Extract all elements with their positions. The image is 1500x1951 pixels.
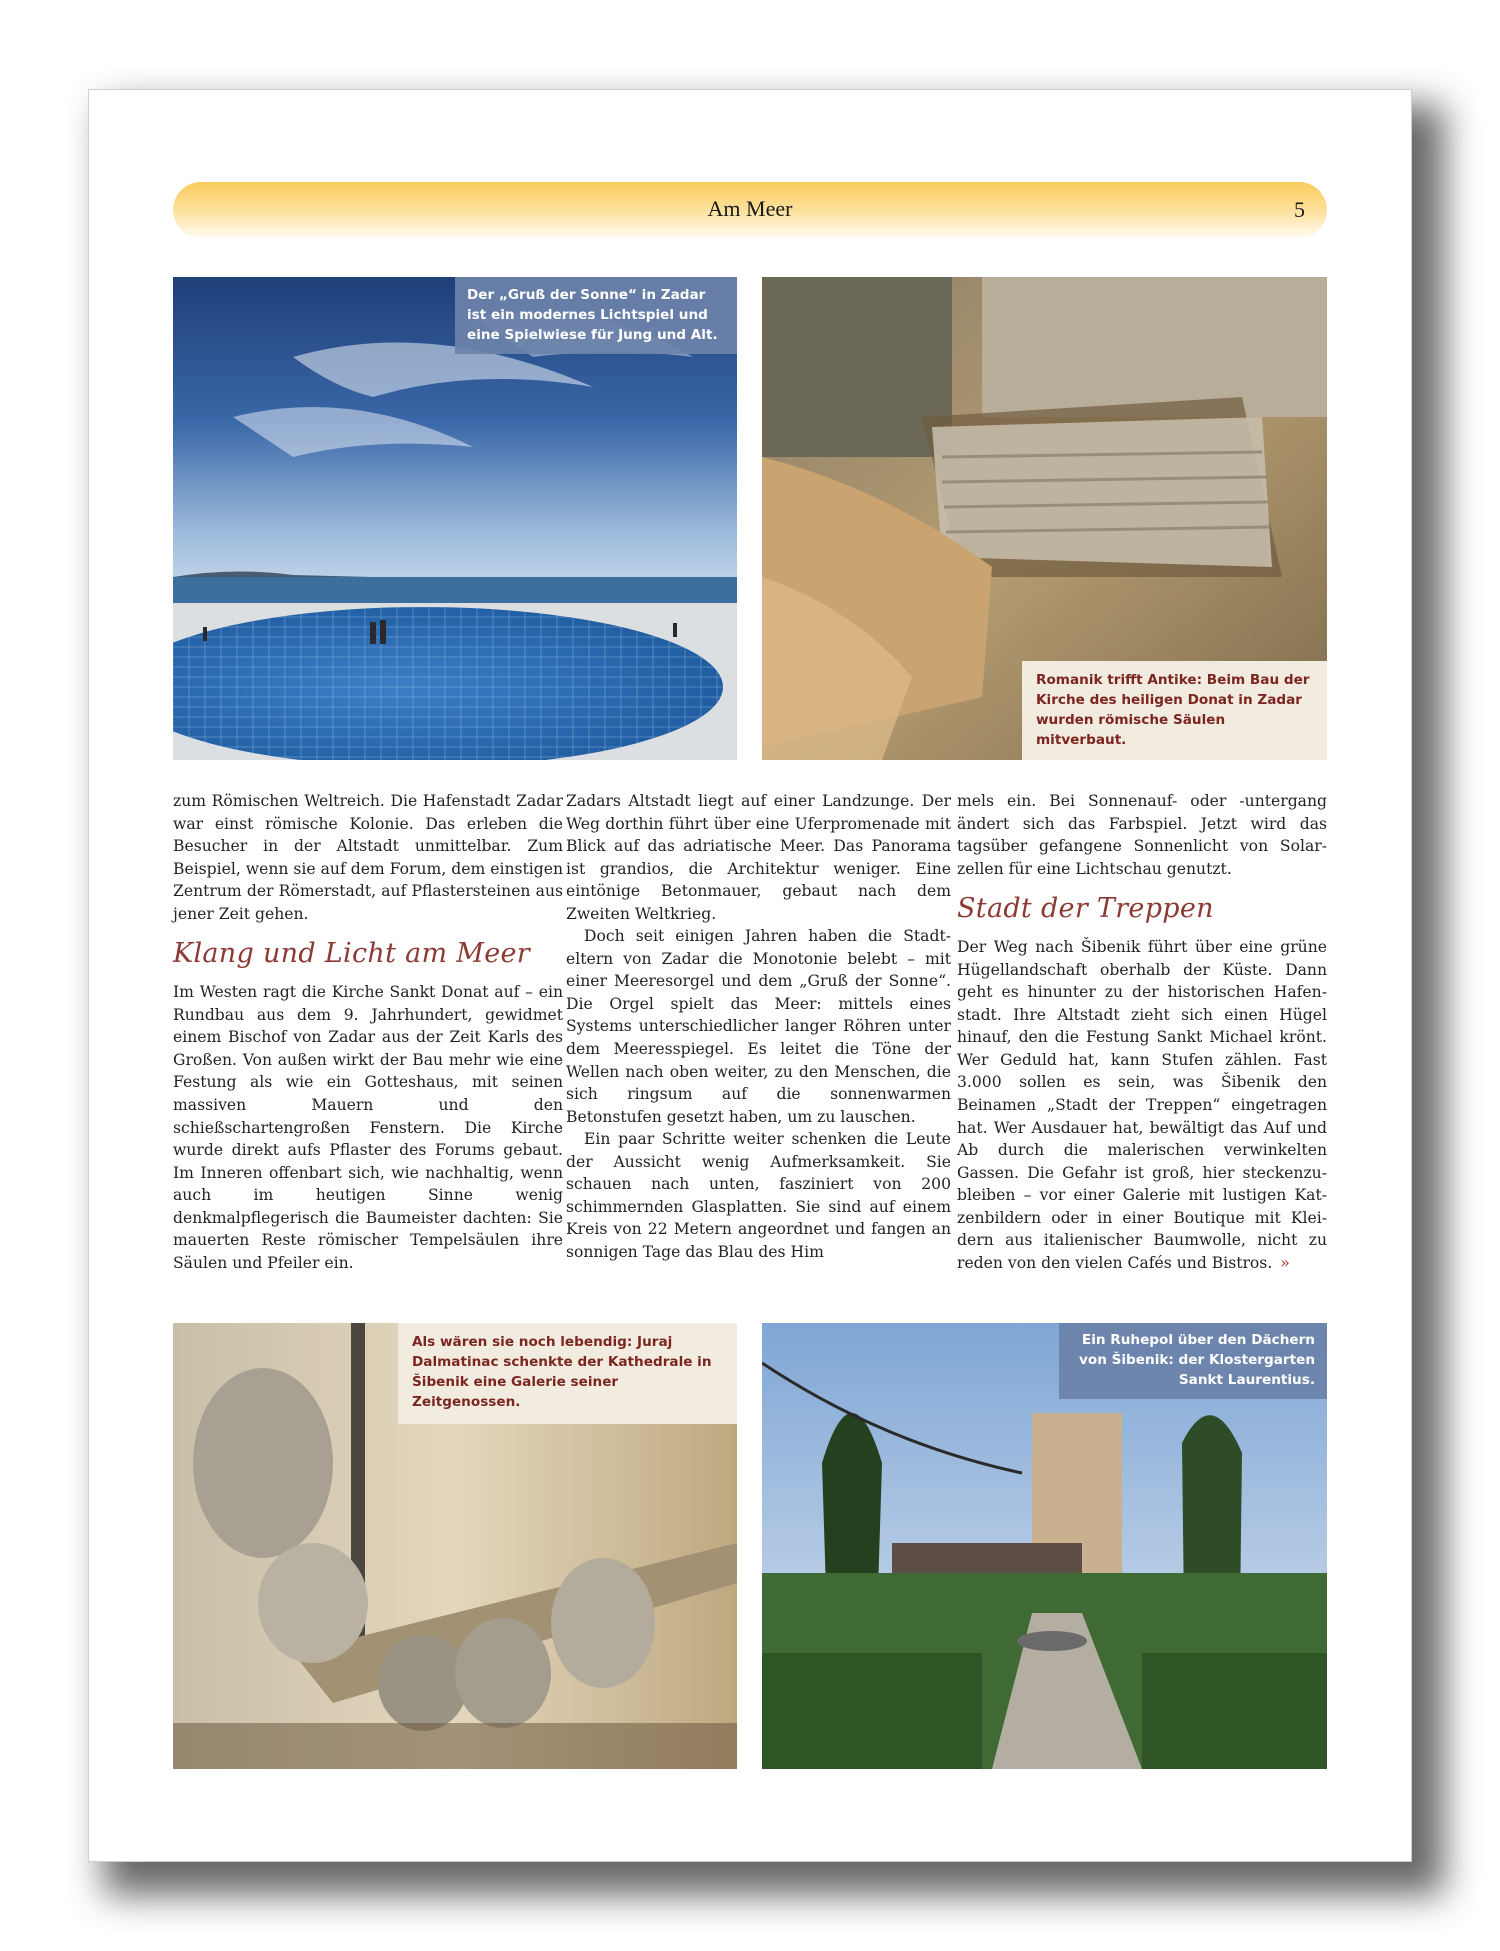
paragraph: zum Römischen Weltreich. Die Hafenstadt Zadar war einst römische Kolonie. Das erleben die Besucher in der Altstadt unmittelbar. Zum Beispiel, wenn sie auf dem Forum, dem einstigen Zentrum der Römerstadt, auf Pflastersteinen aus jener Zeit gehen.	[173, 792, 563, 923]
photo-caption: Als wären sie noch lebendig: Juraj Dalmatinac schenkte der Kathedrale in Šibenik eine Galerie seiner Zeitgenossen.	[398, 1323, 737, 1424]
page-number: 5	[1294, 197, 1305, 222]
article-column-1	[173, 790, 563, 1274]
paragraph: Im Westen ragt die Kirche Sankt Donat auf – ein Rundbau aus dem 9. Jahrhundert, gewidmet einem Bischof von Zadar aus der Zeit Karls des Großen. Von außen wirkt der Bau mehr wie eine Festung als wie ein Gotteshaus, mit seinen massiven Mauern und den schießschartengroßen Fenstern. Die Kirche wurde direkt aufs Pflaster des Forums gebaut. Im Inneren offenbart sich, wie nachhaltig, wenn auch im heutigen Sinne wenig denkmalpflegerisch die Baumeister dachten: Sie mauerten Reste römischer Tempelsäulen ihre Säulen und Pfeiler ein.	[173, 983, 563, 1272]
paragraph-text: Der Weg nach Šibenik führt über eine grüne Hügellandschaft oberhalb der Küste. Dann geht es hinunter zu der historischen Hafenstadt. Ihre Altstadt zieht sich einen Hügel hinauf, den die Festung Sankt Michael krönt. Wer Geduld hat, kann Stufen zählen. Fast 3.000 sollen es sein, was Šibenik den Beinamen „Stadt der Treppen“ eingetragen hat. Wer Ausdauer hat, bewältigt das Auf und Ab durch die malerischen verwinkelten Gassen. Die Gefahr ist groß, hier steckenzubleiben – vor einer Galerie mit lustigen Katzenbildern oder in einer Boutique mit Kleidern aus italienischer Baumwolle, nicht zu reden von den vielen Cafés und Bistros.	[957, 938, 1327, 1272]
paragraph: mels ein. Bei Sonnenauf- oder -untergang ändert sich das Farbspiel. Jetzt wird das tagsüber gefangene Sonnenlicht von Solarzellen für eine Lichtschau genutzt.	[957, 792, 1327, 878]
photo-monastery-garden	[762, 1323, 1327, 1769]
paragraph: Zadars Altstadt liegt auf einer Landzunge. Der Weg dorthin führt über eine Uferpromenade mit Blick auf das adriatische Meer. Das Panorama ist grandios, die Architektur weniger. Eine eintönige Betonmauer, gebaut nach dem Zweiten Weltkrieg.	[566, 792, 951, 923]
article-column-3	[957, 790, 1327, 1274]
article-column-2	[566, 790, 951, 1263]
photo-caption: Romanik trifft Antike: Beim Bau der Kirche des heiligen Donat in Zadar wurden römische Säulen mitverbaut.	[1022, 661, 1327, 760]
photo-roman-columns	[762, 277, 1327, 760]
section-title: Am Meer	[707, 196, 793, 221]
section-heading: Stadt der Treppen	[957, 893, 1214, 925]
photo-stone-heads	[173, 1323, 737, 1769]
photo-caption: Der „Gruß der Sonne“ in Zadar ist ein modernes Lichtspiel und eine Spielwiese für Jung und Alt.	[455, 277, 737, 354]
paragraph-with-continue-mark	[957, 936, 1327, 1274]
photo-caption: Ein Ruhepol über den Dächern von Šibenik: der Klostergarten Sankt Laurentius.	[1059, 1323, 1327, 1399]
section-heading: Klang und Licht am Meer	[173, 938, 531, 970]
running-header	[173, 182, 1327, 238]
continue-arrow-icon: »	[1280, 1253, 1290, 1272]
paragraph: Doch seit einigen Jahren haben die Stadteltern von Zadar die Monotonie belebt – mit einer Meeresorgel und dem „Gruß der Sonne“. Die Orgel spielt das Meer: mittels eines Systems unterschiedlicher langer Röhren unter dem Meeresspiegel. Es leitet die Töne der Wellen nach oben weiter, zu den Menschen, die sich ringsum auf die sonnenwarmen Betonstufen gesetzt haben, um zu lauschen.	[566, 927, 951, 1126]
photo-gruss-der-sonne	[173, 277, 737, 760]
paragraph: Ein paar Schritte weiter schenken die Leute der Aussicht wenig Aufmerksamkeit. Sie schauen nach unten, fasziniert von 200 schimmernden Glasplatten. Sie sind auf einem Kreis von 22 Metern angeordnet und fangen an sonnigen Tage das Blau des Him	[566, 1130, 951, 1261]
